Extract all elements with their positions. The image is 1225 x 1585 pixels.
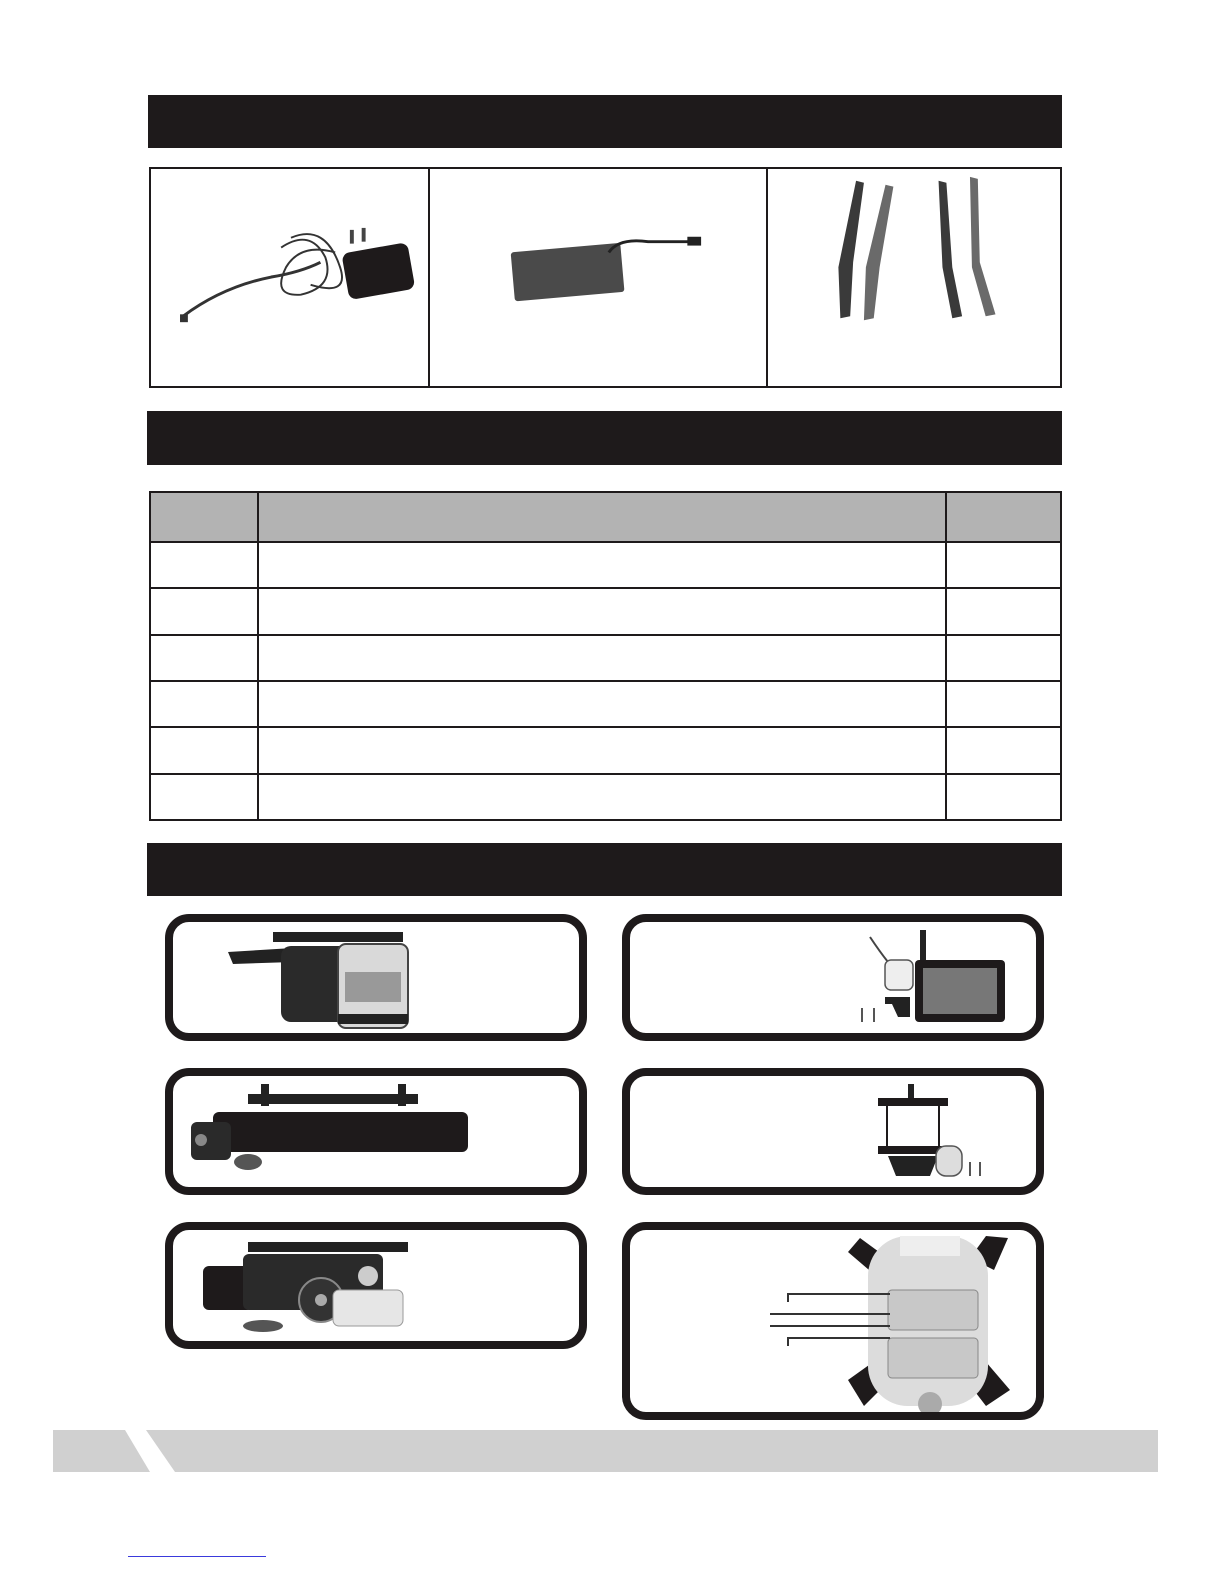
accessory-card-bomb-dropper bbox=[165, 1222, 587, 1349]
gripper-claw-icon bbox=[173, 1076, 579, 1187]
photo-charger bbox=[151, 169, 428, 386]
drone-underside-ports-icon bbox=[630, 1230, 1036, 1412]
accessory-card-gripper-claw bbox=[165, 1068, 587, 1195]
table-cell bbox=[258, 727, 946, 773]
water-cannon-icon bbox=[173, 922, 579, 1033]
specifications-table bbox=[149, 491, 1062, 821]
table-cell bbox=[150, 681, 258, 727]
table-cell bbox=[150, 774, 258, 820]
table-cell bbox=[150, 542, 258, 588]
table-cell bbox=[150, 588, 258, 634]
table-header-cell bbox=[150, 492, 258, 542]
table-header-cell bbox=[258, 492, 946, 542]
table-cell bbox=[946, 588, 1061, 634]
bomb-dropper-icon bbox=[173, 1230, 579, 1341]
accessory-card-phone-holder bbox=[622, 1068, 1044, 1195]
section-bar-optional-accessories bbox=[147, 843, 1062, 896]
table-row bbox=[150, 774, 1061, 820]
table-row bbox=[150, 542, 1061, 588]
photo-battery bbox=[428, 169, 766, 386]
section-bar-specifications bbox=[147, 411, 1062, 465]
table-cell bbox=[946, 774, 1061, 820]
accessory-card-drone-underside bbox=[622, 1222, 1044, 1420]
table-cell bbox=[258, 681, 946, 727]
charger-adapter-icon bbox=[151, 169, 428, 386]
hyperlink-underline bbox=[128, 1556, 266, 1557]
table-cell bbox=[946, 681, 1061, 727]
table-cell bbox=[258, 635, 946, 681]
accessory-card-fpv-monitor bbox=[622, 914, 1044, 1041]
table-header-row bbox=[150, 492, 1061, 542]
table-cell bbox=[150, 635, 258, 681]
table-cell bbox=[258, 774, 946, 820]
section-bar-spare-parts bbox=[148, 95, 1062, 148]
table-header-cell bbox=[946, 492, 1061, 542]
rotor-blades-icon bbox=[768, 169, 1060, 386]
table-row bbox=[150, 681, 1061, 727]
table-cell bbox=[946, 635, 1061, 681]
table-cell bbox=[258, 588, 946, 634]
photo-rotor-blades bbox=[766, 169, 1060, 386]
table-cell bbox=[258, 542, 946, 588]
table-row bbox=[150, 727, 1061, 773]
table-cell bbox=[150, 727, 258, 773]
accessory-card-water-cannon bbox=[165, 914, 587, 1041]
table-row bbox=[150, 588, 1061, 634]
spare-parts-photos bbox=[149, 167, 1062, 388]
table-cell bbox=[946, 542, 1061, 588]
phone-holder-icon bbox=[630, 1076, 1036, 1187]
lipo-battery-icon bbox=[430, 169, 766, 386]
fpv-monitor-set-icon bbox=[630, 922, 1036, 1033]
page-footer-bar bbox=[53, 1430, 1158, 1472]
table-cell bbox=[946, 727, 1061, 773]
table-row bbox=[150, 635, 1061, 681]
